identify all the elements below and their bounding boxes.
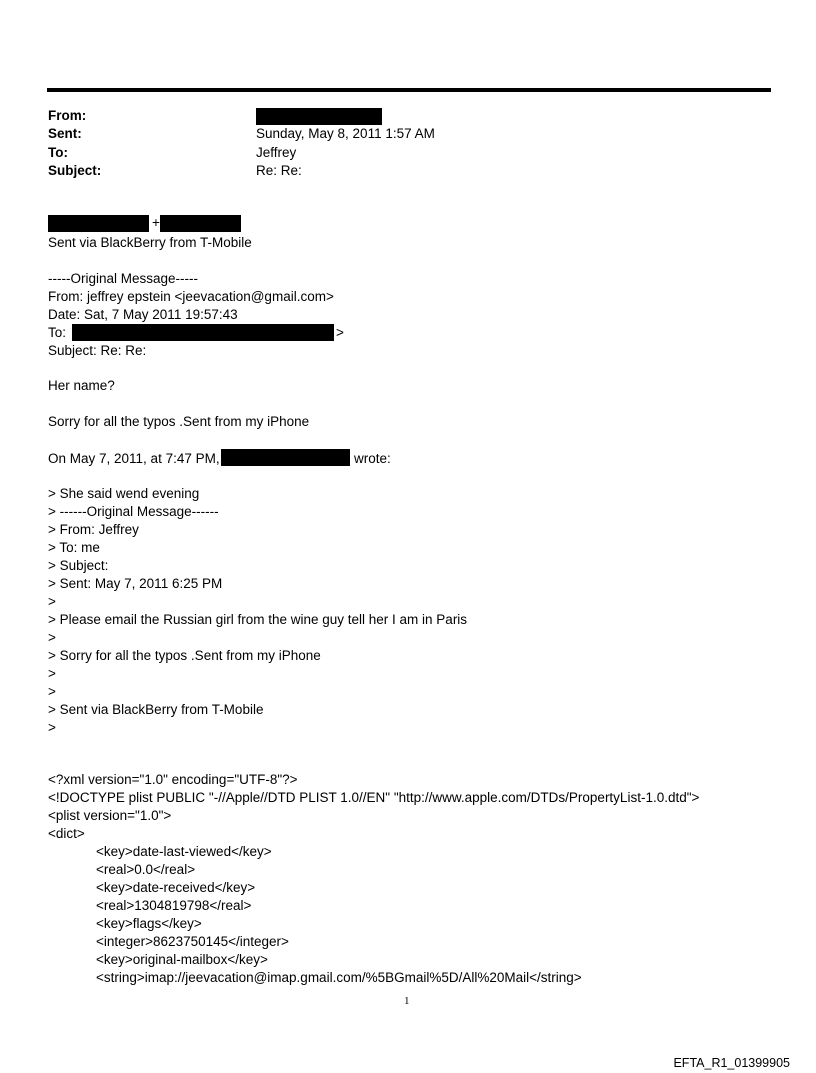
redacted-recipient xyxy=(72,324,334,341)
xml-indented-line: <string>imap://jeevacation@imap.gmail.com/%5BGmail%5D/All%20Mail</string> xyxy=(96,970,582,985)
plus-sign: + xyxy=(152,215,160,230)
on-date-suffix: wrote: xyxy=(354,451,391,466)
xml-indented-line: <integer>8623750145</integer> xyxy=(96,934,289,949)
quoted-line: > ------Original Message------ xyxy=(48,504,219,519)
sent-value: Sunday, May 8, 2011 1:57 AM xyxy=(256,126,435,141)
quoted-line: > xyxy=(48,594,56,609)
quoted-line: > From: Jeffrey xyxy=(48,522,139,537)
redacted-block-2 xyxy=(160,215,241,232)
original-message-marker: -----Original Message----- xyxy=(48,271,199,286)
page-number: 1 xyxy=(404,995,410,1007)
quoted-line: > Please email the Russian girl from the wine guy tell her I am in Paris xyxy=(48,612,468,627)
redacted-block-1 xyxy=(48,215,149,232)
redacted-author xyxy=(221,449,350,466)
quoted-line: > She said wend evening xyxy=(48,486,200,501)
subject-label: Subject: xyxy=(48,163,102,178)
xml-indented-line: <real>0.0</real> xyxy=(96,862,196,877)
quoted-line: > To: me xyxy=(48,540,100,555)
original-date: Date: Sat, 7 May 2011 19:57:43 xyxy=(48,307,238,322)
signature-line: Sent via BlackBerry from T-Mobile xyxy=(48,235,252,250)
xml-indented-line: <key>date-received</key> xyxy=(96,880,256,895)
original-to-prefix: To: xyxy=(48,325,67,340)
subject-value: Re: Re: xyxy=(256,163,302,178)
original-from: From: jeffrey epstein <jeevacation@gmail.com> xyxy=(48,289,334,304)
sent-label: Sent: xyxy=(48,126,82,141)
quoted-line: > xyxy=(48,684,56,699)
typos-line: Sorry for all the typos .Sent from my iPhone xyxy=(48,414,310,429)
quoted-line: > Sorry for all the typos .Sent from my iPhone xyxy=(48,648,321,663)
quoted-line: > xyxy=(48,666,56,681)
xml-indented-line: <key>date-last-viewed</key> xyxy=(96,844,272,859)
original-to-suffix: > xyxy=(336,325,344,340)
xml-line: <?xml version="1.0" encoding="UTF-8"?> xyxy=(48,772,298,787)
xml-indented-line: <key>flags</key> xyxy=(96,916,202,931)
quoted-line: > Subject: xyxy=(48,558,109,573)
quoted-line: > Sent: May 7, 2011 6:25 PM xyxy=(48,576,223,591)
redacted-sender xyxy=(256,108,382,125)
header-rule xyxy=(47,88,771,92)
xml-line: <dict> xyxy=(48,826,85,841)
xml-indented-line: <real>1304819798</real> xyxy=(96,898,252,913)
quoted-line: > xyxy=(48,720,56,735)
to-value: Jeffrey xyxy=(256,145,297,160)
xml-line: <plist version="1.0"> xyxy=(48,808,172,823)
to-label: To: xyxy=(48,145,68,160)
original-subject: Subject: Re: Re: xyxy=(48,343,147,358)
xml-line: <!DOCTYPE plist PUBLIC "-//Apple//DTD PLIST 1.0//EN" "http://www.apple.com/DTDs/PropertyList-1.0.dtd"> xyxy=(48,790,700,805)
xml-indented-line: <key>original-mailbox</key> xyxy=(96,952,268,967)
on-date-prefix: On May 7, 2011, at 7:47 PM, xyxy=(48,451,220,466)
her-name-line: Her name? xyxy=(48,378,115,393)
quoted-line: > Sent via BlackBerry from T-Mobile xyxy=(48,702,264,717)
bates-number: EFTA_R1_01399905 xyxy=(673,1056,790,1070)
quoted-line: > xyxy=(48,630,56,645)
from-label: From: xyxy=(48,108,87,123)
